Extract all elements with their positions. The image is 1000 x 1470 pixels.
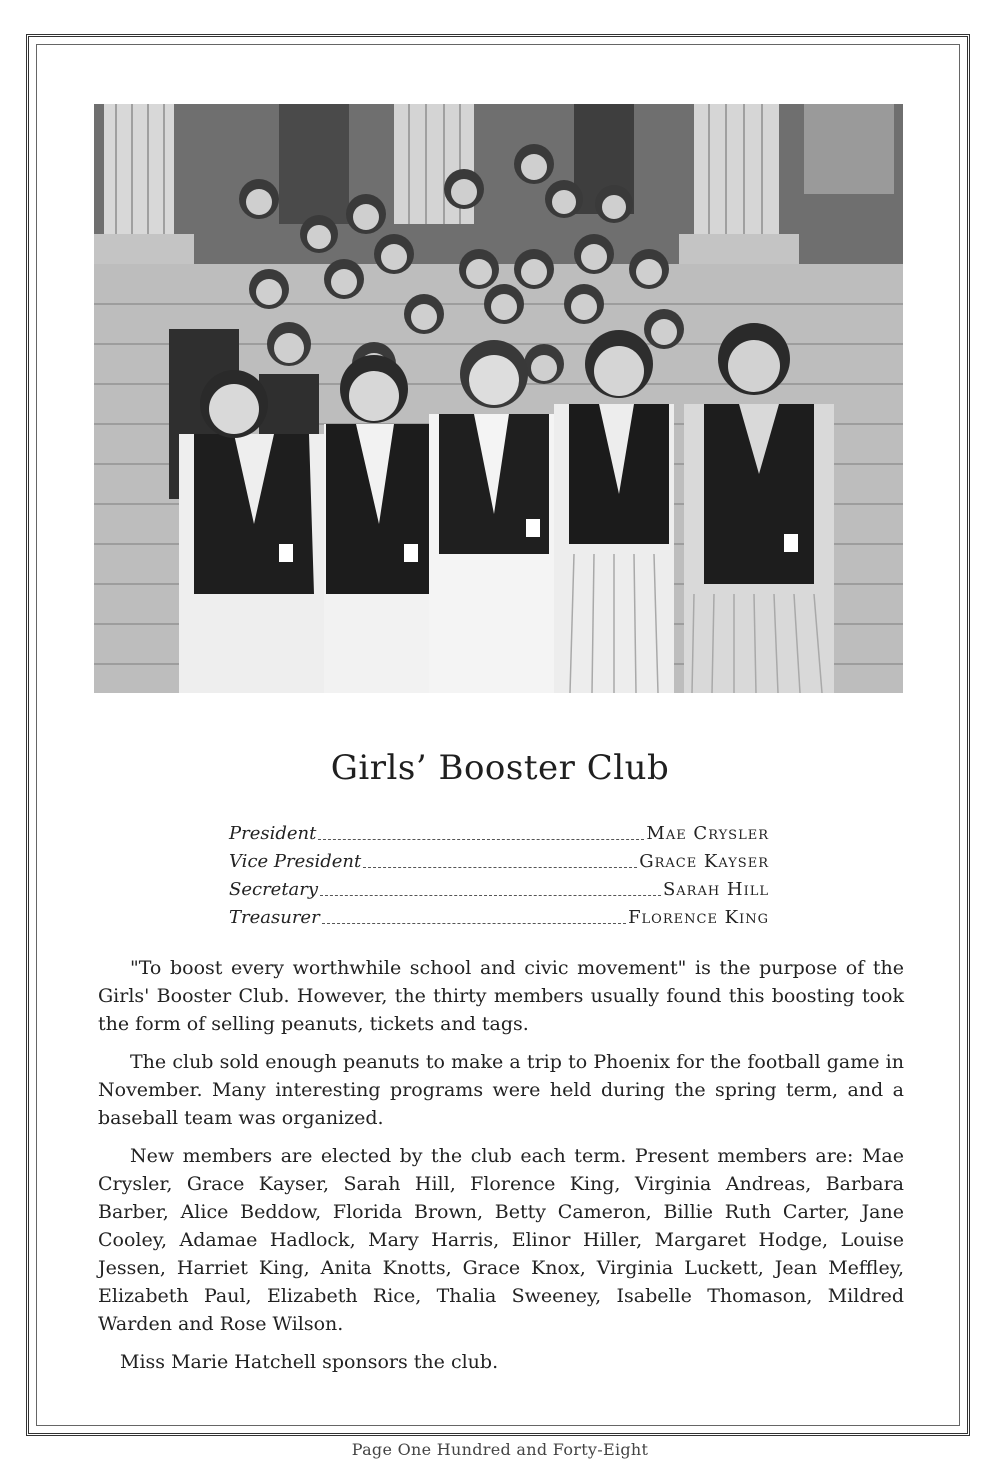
officers-list bbox=[229, 820, 769, 932]
paragraph-members: New members are elected by the club each term. Present members are: Mae Crysler, Grace Kayser, Sarah Hill, Florence King, Virginia Andreas, Barbara Barber, Alice Beddow, Florida Brown, Betty Cameron, Billie Ruth Carter, Jane Cooley, Adamae Hadlock, Mary Harris, Elinor Hiller, Margaret Hodge, Louise Jessen, Harriet King, Anita Knotts, Grace Knox, Virginia Luckett, Jean Meffley, Elizabeth Paul, Elizabeth Rice, Thalia Sweeney, Isabelle Thomason, Mildred Warden and Rose Wilson. bbox=[98, 1145, 904, 1335]
officer-role: Vice President bbox=[229, 851, 362, 872]
dotted-leader bbox=[363, 856, 637, 868]
officer-role: Treasurer bbox=[229, 907, 320, 928]
officer-row-treasurer bbox=[229, 904, 769, 932]
officer-name: Grace Kayser bbox=[639, 851, 769, 872]
officer-row-president bbox=[229, 820, 769, 848]
group-photo bbox=[94, 104, 903, 693]
page-number-footer: Page One Hundred and Forty-Eight bbox=[351, 1440, 649, 1459]
officer-role: Secretary bbox=[229, 879, 319, 900]
officer-row-vice-president bbox=[229, 848, 769, 876]
dotted-leader bbox=[320, 884, 661, 896]
group-photo-illustration bbox=[94, 104, 903, 693]
body-text bbox=[98, 954, 904, 1386]
dotted-leader bbox=[318, 828, 644, 840]
paragraph-activities: The club sold enough peanuts to make a trip to Phoenix for the football game in November. Many interesting programs were held during the spring term, and a baseball team was organized. bbox=[98, 1051, 904, 1129]
paragraph-purpose: "To boost every worthwhile school and civic movement" is the purpose of the Girls' Booster Club. However, the thirty members usually found this boosting took the form of selling peanuts, tickets and tags. bbox=[98, 957, 904, 1035]
officer-role: President bbox=[229, 823, 317, 844]
page-title: Girls’ Booster Club bbox=[330, 748, 670, 788]
officer-name: Mae Crysler bbox=[646, 823, 769, 844]
officer-name: Florence King bbox=[628, 907, 769, 928]
officer-row-secretary bbox=[229, 876, 769, 904]
dotted-leader bbox=[322, 912, 626, 924]
officer-name: Sarah Hill bbox=[662, 879, 769, 900]
paragraph-sponsor: Miss Marie Hatchell sponsors the club. bbox=[120, 1351, 499, 1373]
